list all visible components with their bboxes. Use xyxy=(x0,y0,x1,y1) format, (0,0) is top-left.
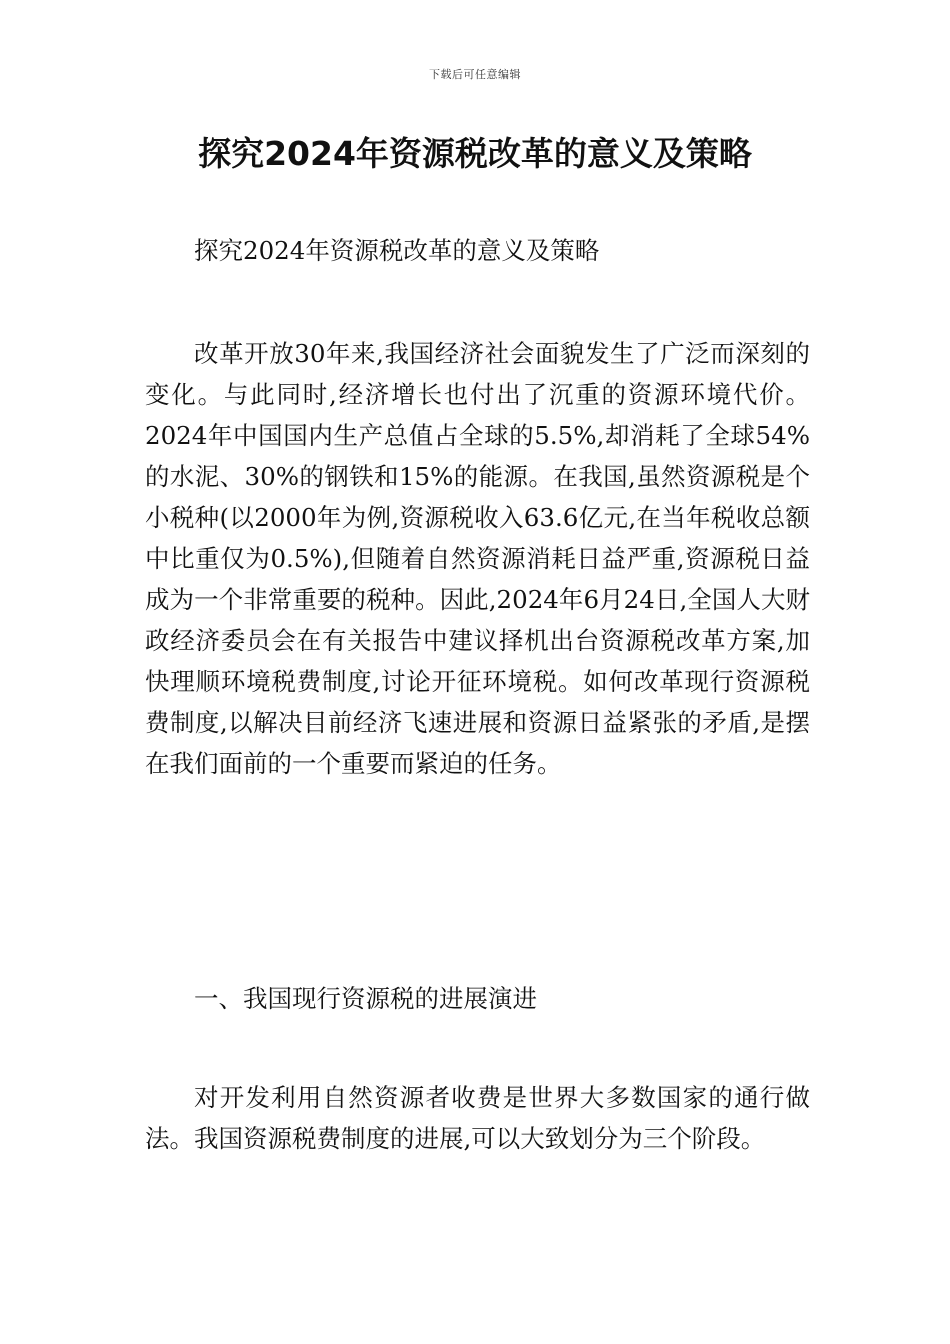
document-subtitle: 探究2024年资源税改革的意义及策略 xyxy=(194,236,600,265)
section-heading: 一、我国现行资源税的进展演进 xyxy=(194,984,537,1013)
header-note: 下载后可任意编辑 xyxy=(429,68,521,81)
document-title: 探究2024年资源税改革的意义及策略 xyxy=(198,134,752,173)
intro-paragraph: 改革开放30年来,我国经济社会面貌发生了广泛而深刻的变化。与此同时,经济增长也付出了沉重的资源环境代价。2024年中国国内生产总值占全球的5.5%,却消耗了全球54%的水泥、30%的钢铁和15%的能源。在我国,虽然资源税是个小税种(以2000年为例,资源税收入63.6亿元,在当年税收总额中比重仅为0.5%),但随着自然资源消耗日益严重,资源税日益成为一个非常重要的税种。因此,2024年6月24日,全国人大财政经济委员会在有关报告中建议择机出台资源税改革方案,加快理顺环境税费制度,讨论开征环境税。如何改革现行资源税费制度,以解决目前经济飞速进展和资源日益紧张的矛盾,是摆在我们面前的一个重要而紧迫的任务。 xyxy=(145,339,810,778)
section-body-paragraph: 对开发利用自然资源者收费是世界大多数国家的通行做法。我国资源税费制度的进展,可以大致划分为三个阶段。 xyxy=(145,1083,810,1153)
